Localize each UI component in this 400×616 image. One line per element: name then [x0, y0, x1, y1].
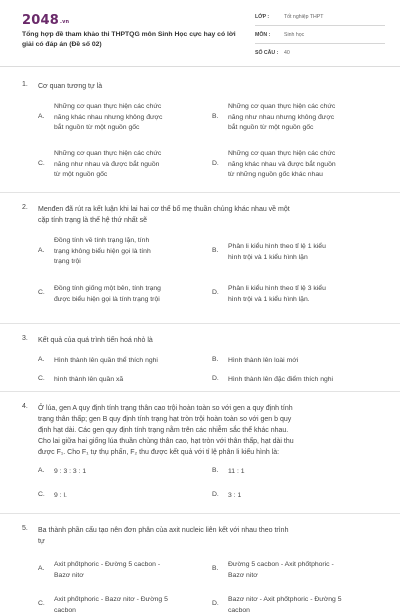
- option-text: [54, 356, 158, 367]
- option-letter: A.: [38, 565, 44, 572]
- page-header: [0, 0, 400, 67]
- question-line: Ba thành phần cấu tạo nên đơn phân của axit nucleic liên kết với nhau theo trình: [38, 525, 378, 536]
- option-letter: B.: [212, 113, 218, 120]
- question-line: trạng thân thấp; gen B quy định tính trạng hạt tròn trội hoàn toàn so với gen b quy: [38, 414, 378, 425]
- option-line: từ một nguồn gốc: [54, 170, 161, 181]
- option-text: [228, 242, 326, 263]
- option-line: Phân li kiểu hình theo tỉ lệ 1 kiểu: [228, 242, 326, 253]
- meta-key: MÔN :: [255, 32, 270, 38]
- question-list: [0, 70, 400, 614]
- option-line: Những cơ quan thực hiện các chức: [228, 149, 336, 160]
- question-line: định hạt dài. Các gen quy định tính trạng nằm trên các nhiễm sắc thể khác nhau.: [38, 425, 378, 436]
- question-5: [0, 514, 400, 614]
- question-line: tự: [38, 536, 378, 547]
- meta-value: 40: [284, 50, 290, 56]
- option-line: Bazơ nitơ: [228, 571, 334, 582]
- option-line: bắt nguồn từ một nguồn gốc: [54, 123, 162, 134]
- option-line: hình trội và 1 kiểu hình lặn.: [228, 295, 326, 306]
- option-letter: D.: [212, 491, 219, 498]
- option-line: năng khác nhau và được bắt nguồn: [228, 160, 336, 171]
- option-line: trạng trội: [54, 257, 151, 268]
- option-text: [54, 491, 67, 502]
- option-text: [228, 284, 326, 305]
- option-letter: C.: [38, 289, 45, 296]
- option-line: Phân li kiểu hình theo tỉ lệ 3 kiểu: [228, 284, 326, 295]
- option-text: [54, 236, 151, 268]
- question-2: [0, 193, 400, 324]
- question-number: 4.: [22, 403, 28, 410]
- question-3: [0, 324, 400, 392]
- option-letter: C.: [38, 600, 45, 607]
- option-line: Hình thành lên loài mới: [228, 356, 298, 367]
- question-4: [0, 392, 400, 514]
- option-text: [228, 467, 245, 478]
- option-line: Hình thành lên quần thể thích nghi: [54, 356, 158, 367]
- option-letter: A.: [38, 113, 44, 120]
- question-text: [38, 525, 378, 547]
- option-line: năng khác nhau nhưng không được: [54, 113, 162, 124]
- option-letter: D.: [212, 375, 219, 382]
- question-line: Cho lai giữa hai giống lúa thuần chủng thân cao, hạt tròn với thân thấp, hạt dài thu: [38, 436, 378, 447]
- option-letter: D.: [212, 160, 219, 167]
- question-text: [38, 204, 378, 226]
- option-letter: B.: [212, 467, 218, 474]
- option-line: từ những nguồn gốc khác nhau: [228, 170, 336, 181]
- option-line: bắt nguồn từ một nguồn gốc: [228, 123, 335, 134]
- option-text: [228, 102, 335, 134]
- option-line: Đồng tính về tính trạng lặn, tính: [54, 236, 151, 247]
- question-text: [38, 403, 378, 458]
- option-text: [54, 102, 162, 134]
- option-line: trạng không biểu hiện gọi là tính: [54, 247, 151, 258]
- option-line: Những cơ quan thực hiện các chức: [54, 149, 161, 160]
- option-line: hình trội và 1 kiểu hình lặn: [228, 253, 326, 264]
- option-text: [228, 595, 342, 616]
- option-letter: C.: [38, 160, 45, 167]
- option-line: cacbon: [228, 606, 342, 616]
- question-text: Kết quả của quá trình tiến hoá nhỏ là: [38, 335, 378, 346]
- option-line: Đồng tính giống một bên, tính trạng: [54, 284, 161, 295]
- option-line: Đường 5 cacbon - Axit phốtphoric -: [228, 560, 334, 571]
- option-text: [228, 560, 334, 581]
- meta-key: LỚP :: [255, 14, 269, 20]
- option-text: [228, 375, 333, 386]
- meta-row-class: [255, 8, 385, 26]
- option-line: 11 : 1: [228, 467, 245, 478]
- option-line: cacbon: [54, 606, 168, 616]
- option-line: Hình thành lên đặc điểm thích nghi: [228, 375, 333, 386]
- option-line: Axit phốtphoric - Đường 5 cacbon -: [54, 560, 160, 571]
- option-line: được biểu hiện gọi là tính trạng trội: [54, 295, 161, 306]
- meta-key: SỐ CÂU :: [255, 50, 278, 56]
- meta-value: Tốt nghiệp THPT: [284, 14, 323, 20]
- meta-row-count: [255, 44, 385, 61]
- option-letter: B.: [212, 247, 218, 254]
- option-line: 3 : 1: [228, 491, 241, 502]
- option-letter: C.: [38, 491, 45, 498]
- option-line: năng như nhau và được bắt nguồn: [54, 160, 161, 171]
- option-line: năng như nhau nhưng không được: [228, 113, 335, 124]
- option-text: [228, 149, 336, 181]
- question-line: cặp tính trạng là thế hệ thứ nhất sẽ: [38, 215, 378, 226]
- option-letter: D.: [212, 289, 219, 296]
- option-letter: B.: [212, 356, 218, 363]
- question-number: 3.: [22, 335, 28, 342]
- option-letter: A.: [38, 247, 44, 254]
- option-line: hình thành lên quần xã: [54, 375, 123, 386]
- option-letter: B.: [212, 565, 218, 572]
- option-text: [228, 491, 241, 502]
- option-line: 9 : l.: [54, 491, 67, 502]
- question-number: 1.: [22, 81, 28, 88]
- option-text: [54, 375, 123, 386]
- option-line: Bazơ nitơ: [54, 571, 160, 582]
- option-letter: A.: [38, 356, 44, 363]
- option-text: [54, 595, 168, 616]
- option-letter: D.: [212, 600, 219, 607]
- option-line: Bazơ nitơ - Axit phốtphoric - Đường 5: [228, 595, 342, 606]
- option-letter: A.: [38, 467, 44, 474]
- question-line: Menđen đã rút ra kết luận khi lai hai cơ thể bố mẹ thuần chủng khác nhau về một: [38, 204, 378, 215]
- question-text: Cơ quan tương tự là: [38, 81, 378, 92]
- option-line: Những cơ quan thực hiện các chức: [228, 102, 335, 113]
- option-line: 9 : 3 : 3 : 1: [54, 467, 86, 478]
- document-title: Tổng hợp đề tham khảo thi THPTQG môn Sinh Học cực hay có lời giải có đáp án (Đề số 02): [22, 30, 237, 49]
- option-text: [228, 356, 298, 367]
- meta-row-subject: [255, 26, 385, 44]
- question-number: 2.: [22, 204, 28, 211]
- question-line: Ở lúa, gen A quy định tính trạng thân cao trội hoàn toàn so với gen a quy định tính: [38, 403, 378, 414]
- option-text: [54, 149, 161, 181]
- site-logo[interactable]: 2048.vn: [22, 13, 69, 28]
- meta-value: Sinh học: [284, 32, 304, 38]
- option-letter: C.: [38, 375, 45, 382]
- option-text: [54, 284, 161, 305]
- question-number: 5.: [22, 525, 28, 532]
- meta-table: [255, 8, 385, 61]
- option-line: Những cơ quan thực hiện các chức: [54, 102, 162, 113]
- option-text: [54, 560, 160, 581]
- question-1: [0, 70, 400, 193]
- option-line: Axit phốtphoric - Bazơ nitơ - Đường 5: [54, 595, 168, 606]
- question-line: được F₁. Cho F₁ tự thụ phấn, F₂ thu được kết quả với tỉ lệ phân li kiểu hình là:: [38, 447, 378, 458]
- option-text: [54, 467, 86, 478]
